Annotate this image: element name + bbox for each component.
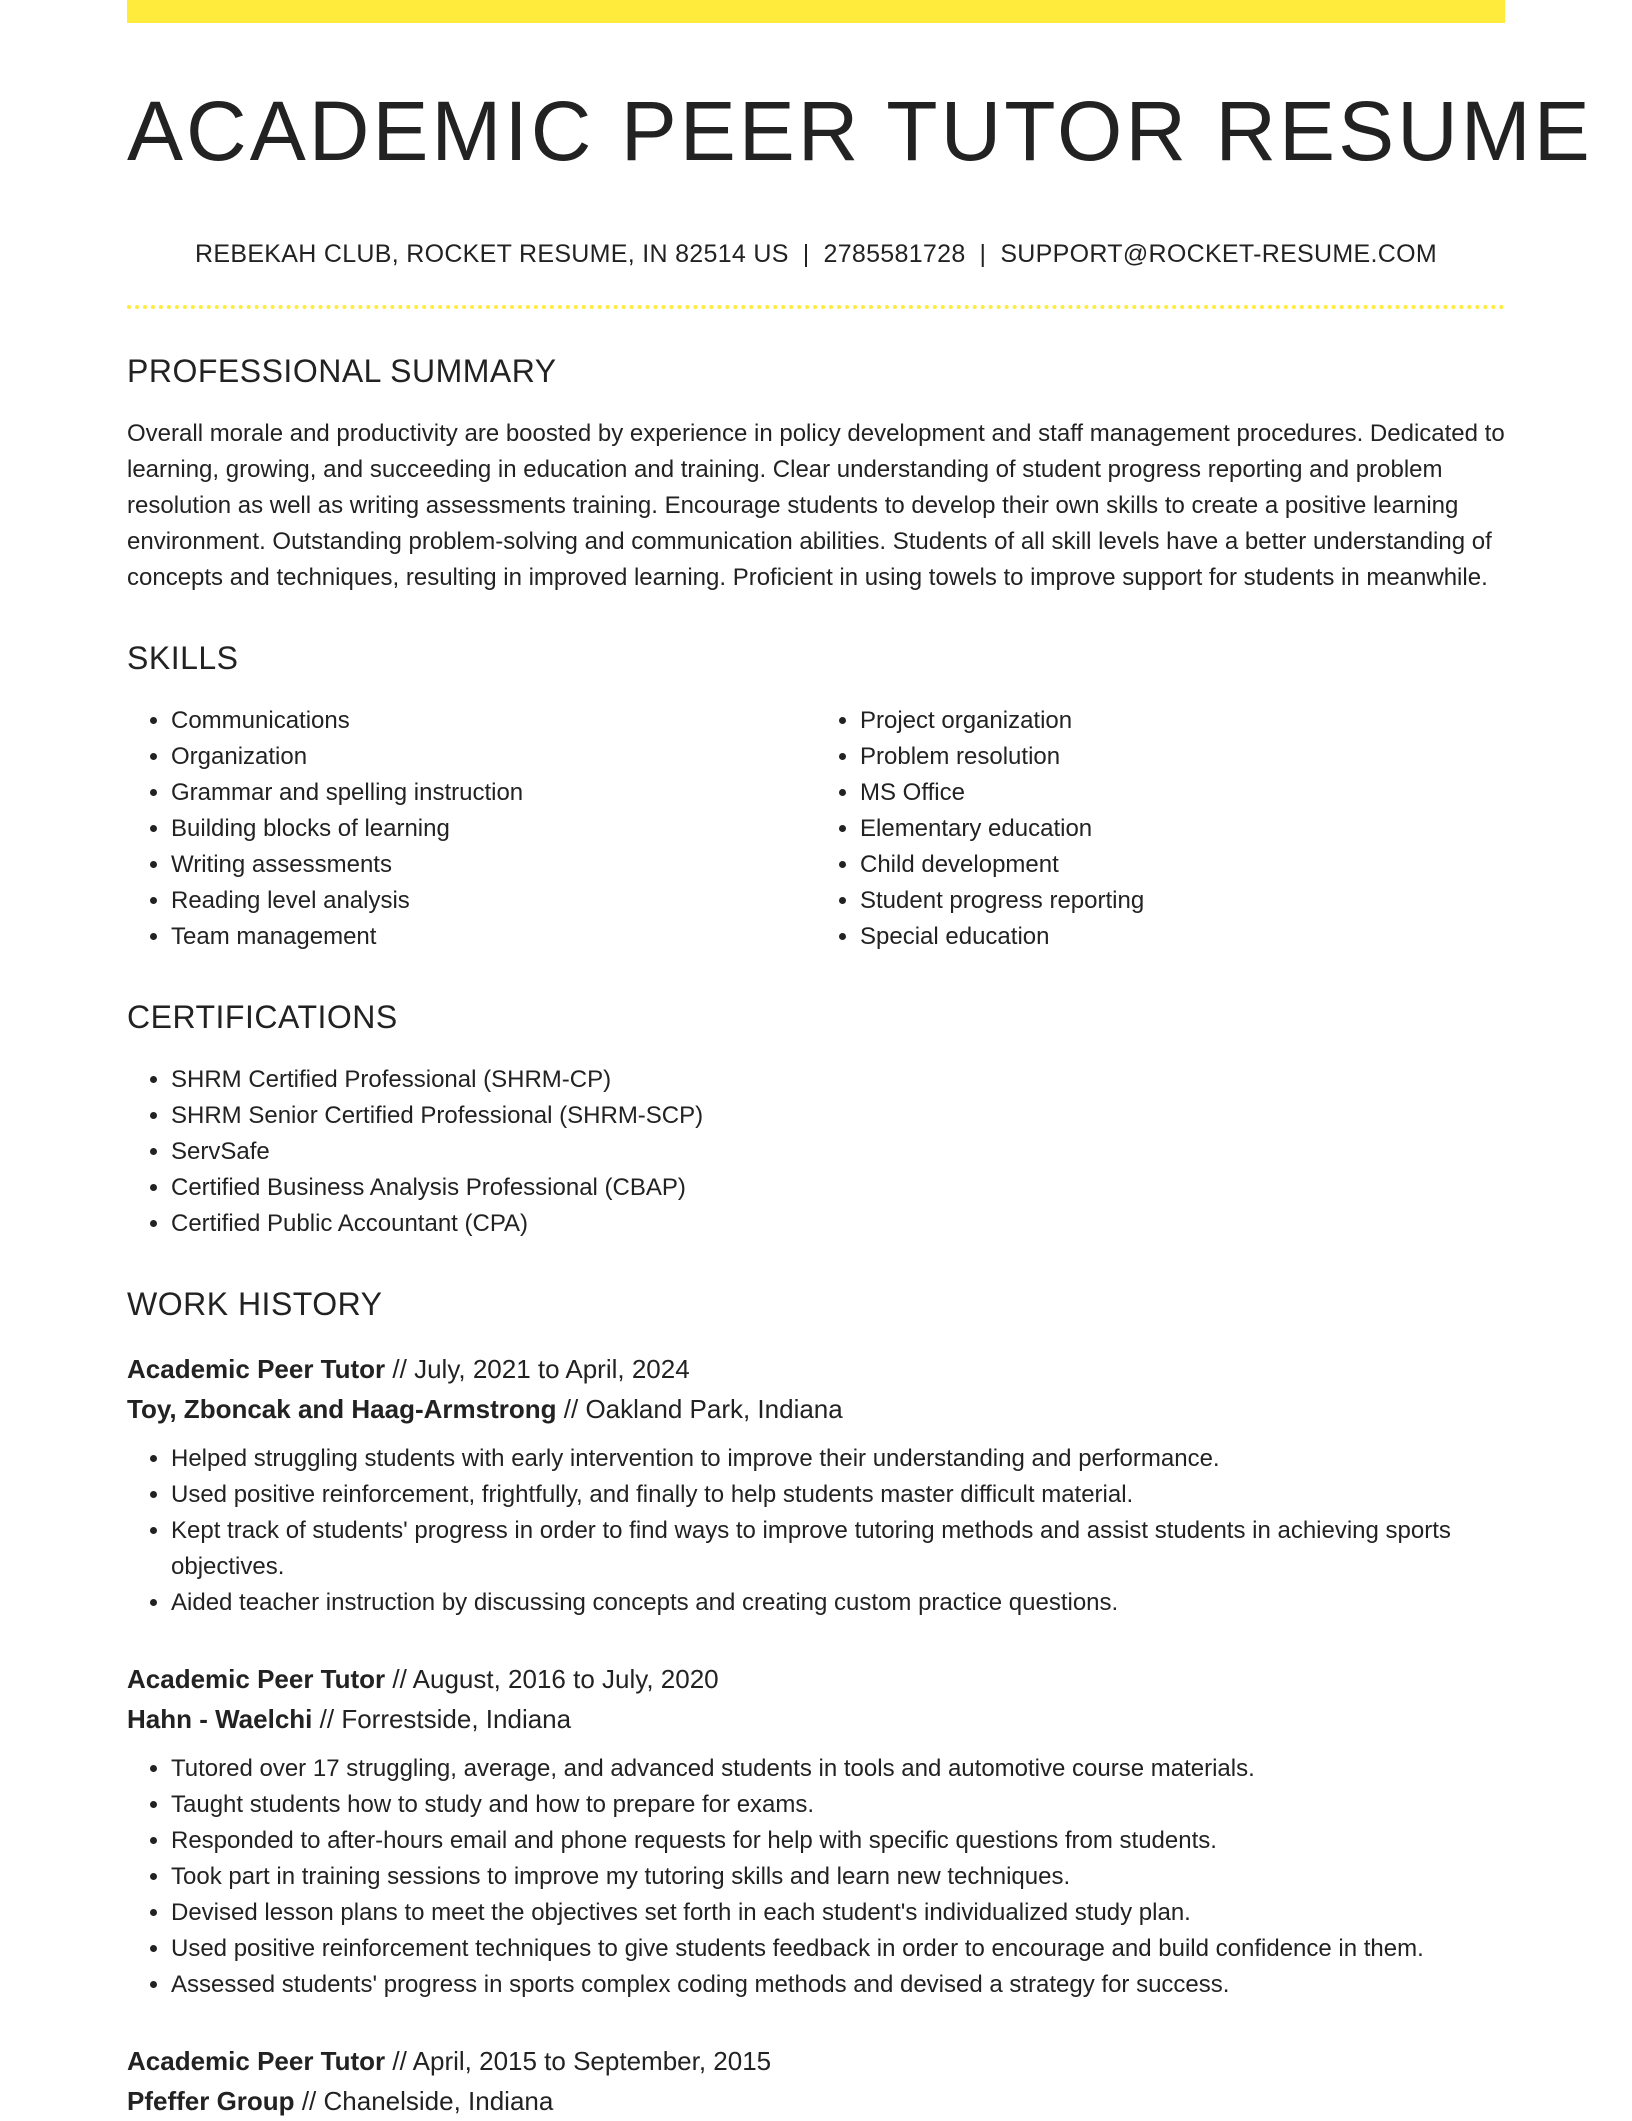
job-title: Academic Peer Tutor — [127, 1663, 386, 1694]
skill-item: • Child development — [860, 847, 1505, 883]
skill-item: • Organization — [171, 739, 816, 775]
skills-list-right — [816, 703, 1505, 955]
certification-item: • Certified Business Analysis Professional (CBAP) — [171, 1170, 1505, 1206]
certification-item: • SHRM Certified Professional (SHRM-CP) — [171, 1062, 1505, 1098]
job-separator: // — [392, 1353, 407, 1384]
job-location: Chanelside, Indiana — [323, 2085, 554, 2116]
job-separator: // — [392, 1663, 407, 1694]
skill-item: • Elementary education — [860, 811, 1505, 847]
job-duties-list — [127, 1441, 1505, 1621]
job-entry — [127, 2041, 1505, 2121]
certification-item: • ServSafe — [171, 1134, 1505, 1170]
contact-address: REBEKAH CLUB, ROCKET RESUME, IN 82514 US — [195, 239, 789, 268]
skill-item: • Project organization — [860, 703, 1505, 739]
job-title: Academic Peer Tutor — [127, 1353, 386, 1384]
skill-item: • Grammar and spelling instruction — [171, 775, 816, 811]
job-location: Forrestside, Indiana — [341, 1703, 572, 1734]
job-company-line — [127, 1389, 1505, 1429]
work-history-heading: WORK HISTORY — [127, 1285, 383, 1322]
job-separator: // — [392, 2045, 407, 2076]
job-title-line — [127, 1349, 1505, 1389]
accent-bar — [127, 0, 1505, 23]
skills-heading: SKILLS — [127, 639, 239, 676]
job-duty: • Responded to after-hours email and phone requests for help with specific questions from students. — [171, 1823, 1505, 1859]
skill-item: • Student progress reporting — [860, 883, 1505, 919]
summary-heading: PROFESSIONAL SUMMARY — [127, 352, 557, 389]
job-duty: • Tutored over 17 struggling, average, and advanced students in tools and automotive course materials. — [171, 1751, 1505, 1787]
job-duty: • Took part in training sessions to improve my tutoring skills and learn new techniques. — [171, 1859, 1505, 1895]
job-company: Pfeffer Group — [127, 2085, 295, 2116]
skill-item: • Building blocks of learning — [171, 811, 816, 847]
skill-item: • Communications — [171, 703, 816, 739]
certification-item: • SHRM Senior Certified Professional (SHRM-SCP) — [171, 1098, 1505, 1134]
job-title: Academic Peer Tutor — [127, 2045, 386, 2076]
job-entry — [127, 1349, 1505, 1621]
job-duty: • Devised lesson plans to meet the objectives set forth in each student's individualized study plan. — [171, 1895, 1505, 1931]
job-duty: • Taught students how to study and how to prepare for exams. — [171, 1787, 1505, 1823]
job-separator: // — [563, 1393, 579, 1424]
job-title-line — [127, 2041, 1505, 2081]
job-company: Hahn - Waelchi — [127, 1703, 313, 1734]
job-duty: • Used positive reinforcement techniques to give students feedback in order to encourage and build confidence in them. — [171, 1931, 1505, 1967]
job-dates: July, 2021 to April, 2024 — [414, 1353, 690, 1384]
job-company-line — [127, 2081, 1505, 2121]
resume-page — [127, 0, 1593, 2121]
job-separator: // — [319, 1703, 335, 1734]
certifications-heading: CERTIFICATIONS — [127, 998, 398, 1035]
skill-item: • Team management — [171, 919, 816, 955]
job-company: Toy, Zboncak and Haag-Armstrong — [127, 1393, 557, 1424]
certifications-list — [127, 1062, 1505, 1242]
contact-email: SUPPORT@ROCKET-RESUME.COM — [1000, 239, 1437, 268]
skill-item: • Reading level analysis — [171, 883, 816, 919]
job-duty: • Kept track of students' progress in order to find ways to improve tutoring methods and assist students in achieving sports objectives. — [171, 1513, 1505, 1585]
resume-title: ACADEMIC PEER TUTOR RESUME — [127, 84, 1593, 178]
contact-phone: 2785581728 — [823, 239, 966, 268]
contact-separator: | — [802, 239, 810, 268]
job-location: Oakland Park, Indiana — [585, 1393, 843, 1424]
skill-item: • Writing assessments — [171, 847, 816, 883]
skills-columns — [127, 703, 1505, 955]
job-duties-list — [127, 1751, 1505, 2003]
job-company-line — [127, 1699, 1505, 1739]
job-title-line — [127, 1659, 1505, 1699]
job-dates: April, 2015 to September, 2015 — [412, 2045, 772, 2076]
skills-list-left — [127, 703, 816, 955]
job-duty: • Aided teacher instruction by discussing concepts and creating custom practice questions. — [171, 1585, 1505, 1621]
job-entry — [127, 1659, 1505, 2003]
skill-item: • Special education — [860, 919, 1505, 955]
skill-item: • MS Office — [860, 775, 1505, 811]
job-duty: • Used positive reinforcement, frightfully, and finally to help students master difficult material. — [171, 1477, 1505, 1513]
job-separator: // — [301, 2085, 317, 2116]
skill-item: • Problem resolution — [860, 739, 1505, 775]
contact-line — [127, 240, 1505, 269]
job-duty: • Helped struggling students with early intervention to improve their understanding and performance. — [171, 1441, 1505, 1477]
job-dates: August, 2016 to July, 2020 — [412, 1663, 719, 1694]
dotted-divider — [127, 305, 1505, 309]
certification-item: • Certified Public Accountant (CPA) — [171, 1206, 1505, 1242]
contact-separator: | — [979, 239, 987, 268]
job-duty: • Assessed students' progress in sports complex coding methods and devised a strategy for success. — [171, 1967, 1505, 2003]
summary-text: Overall morale and productivity are boosted by experience in policy development and staff management procedures. Dedicated to learning, growing, and succeeding in education and training. Clear understanding of student progress reporting and problem resolution as well as writing assessments training. Encourage students to develop their own skills to create a positive learning environment. Outstanding problem-solving and communication abilities. Students of all skill levels have a better understanding of concepts and techniques, resulting in improved learning. Proficient in using towels to improve support for students in meanwhile. — [127, 419, 1505, 591]
